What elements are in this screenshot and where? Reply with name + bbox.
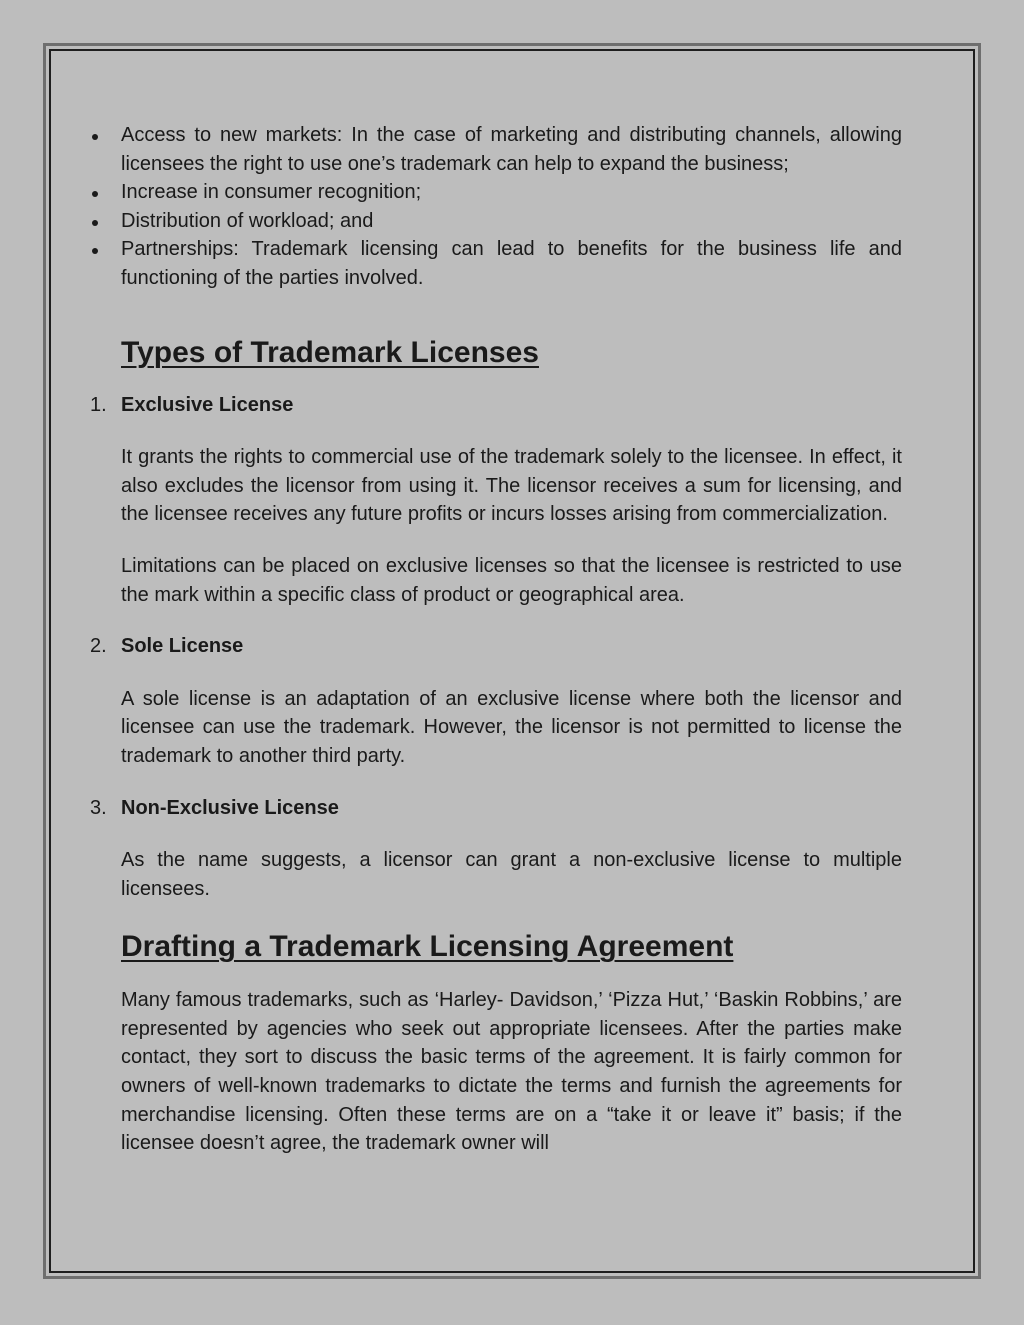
- benefits-list: [121, 121, 902, 293]
- document-content: [90, 121, 902, 1158]
- bullet-icon: [92, 134, 98, 140]
- list-item: [121, 207, 902, 236]
- paragraph: Limitations can be placed on exclusive licenses so that the licensee is restricted to use the mark within a specific class of product or geographical area.: [121, 554, 902, 606]
- license-item-title: [90, 391, 902, 420]
- license-item-title: [90, 632, 902, 661]
- list-item: [121, 121, 902, 178]
- paragraph: Many famous trademarks, such as ‘Harley- Davidson,’ ‘Pizza Hut,’ ‘Baskin Robbins,’ are represented by agencies who seek out appropriate licensees. After the parties make contact, they sort to discuss the basic terms of the agreement. It is fairly common for owners of well-known trademarks to dictate the terms and furnish the agreements for merchandise licensing. Often these terms are on a “take it or leave it” basis; if the licensee doesn’t agree, the trademark owner will: [121, 989, 902, 1155]
- list-item: [121, 178, 902, 207]
- list-item-text: Distribution of workload; and: [121, 209, 374, 232]
- item-number: 1.: [90, 393, 107, 416]
- item-title: Sole License: [121, 635, 244, 658]
- item-number: 3.: [90, 796, 107, 819]
- item-number: 2.: [90, 635, 107, 658]
- paragraph: It grants the rights to commercial use of the trademark solely to the licensee. In effect, it also excludes the licensor from using it. The licensor receives a sum for licensing, and the licensee receives any future profits or incurs losses arising from commercialization.: [121, 446, 902, 526]
- item-title: Exclusive License: [121, 393, 294, 416]
- license-item-title: [90, 794, 902, 823]
- section-heading-drafting: Drafting a Trademark Licensing Agreement: [121, 930, 734, 964]
- section-heading-types: Types of Trademark Licenses: [121, 335, 539, 369]
- item-title: Non-Exclusive License: [121, 796, 339, 819]
- list-item-text: Partnerships: Trademark licensing can lead to benefits for the business life and functioning of the parties involved.: [121, 238, 902, 289]
- list-item-text: Access to new markets: In the case of marketing and distributing channels, allowing licensees the right to use one’s trademark can help to expand the business;: [121, 124, 902, 175]
- list-item-text: Increase in consumer recognition;: [121, 181, 422, 204]
- paragraph: A sole license is an adaptation of an exclusive license where both the licensor and licensee can use the trademark. However, the licensor is not permitted to license the trademark to another third party.: [121, 687, 902, 767]
- list-item: [121, 235, 902, 292]
- paragraph: As the name suggests, a licensor can grant a non-exclusive license to multiple licensees.: [121, 849, 902, 900]
- bullet-icon: [92, 220, 98, 226]
